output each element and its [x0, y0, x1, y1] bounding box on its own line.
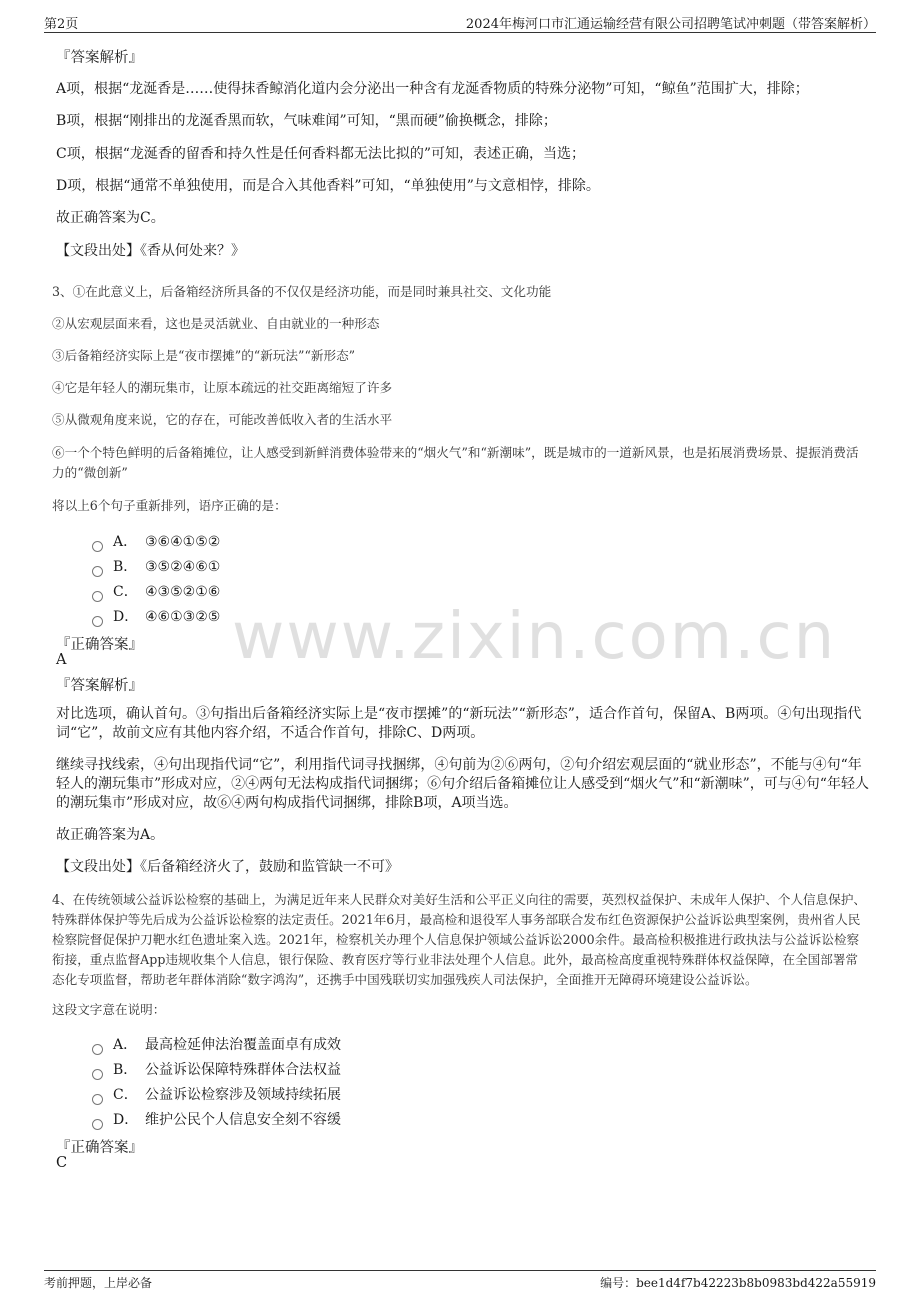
document-id: 编号：bee1d4f7b42223b8b0983bd422a55919: [600, 1276, 876, 1290]
watermark: www.zixin.com.cn: [232, 600, 837, 674]
question-sentence: ②从宏观层面来看，这也是灵活就业、自由就业的一种形态: [52, 316, 380, 331]
option-c[interactable]: C． 公益诉讼检察涉及领域持续拓展: [92, 1084, 341, 1104]
analysis-line: A项，根据“龙涎香是……使得抹香鲸消化道内会分泌出一种含有龙涎香物质的特殊分泌物”可知，“鲸鱼”范围扩大，排除；: [56, 81, 809, 97]
radio-icon[interactable]: [92, 591, 103, 602]
conclusion: 故正确答案为C。: [56, 210, 165, 226]
analysis-line: D项，根据“通常不单独使用，而是合入其他香料”可知，“单独使用”与文意相悖，排除。: [56, 178, 600, 194]
option-b[interactable]: B． 公益诉讼保障特殊群体合法权益: [92, 1059, 341, 1079]
option-a[interactable]: A． 最高检延伸法治覆盖面卓有成效: [92, 1034, 341, 1054]
analysis-paragraph: 继续寻找线索，④句出现指代词“它”，利用指代词寻找捆绑，④句前为②⑥两句，②句介绍宏观层面的“就业形态”，不能与④句“年轻人的潮玩集市”形成对应，②④两句无法构成指代词捆绑；⑥句介绍后备箱摊位让人感受到“烟火气”和“新潮味”，可与④句“年轻人的潮玩集市”形成对应，故⑥④两句构成指代词捆绑，排除B项，A项当选。: [56, 757, 869, 811]
option-b[interactable]: B． ③⑤②④⑥①: [92, 556, 220, 576]
radio-icon[interactable]: [92, 616, 103, 627]
radio-icon[interactable]: [92, 541, 103, 552]
page-header: [44, 12, 876, 33]
radio-icon[interactable]: [92, 1044, 103, 1055]
question-prompt: 这段文字意在说明：: [52, 1002, 166, 1017]
answer-value: C: [56, 1155, 68, 1171]
question-prompt: 将以上6个句子重新排列，语序正确的是：: [52, 498, 287, 513]
conclusion: 故正确答案为A。: [56, 827, 165, 843]
question-sentence: ④它是年轻人的潮玩集市，让原本疏远的社交距离缩短了许多: [52, 380, 393, 395]
option-a[interactable]: A． ③⑥④①⑤②: [92, 531, 220, 551]
analysis-line: C项，根据“龙涎香的留香和持久性是任何香料都无法比拟的”可知，表述正确，当选；: [56, 146, 586, 162]
answer-label: 『正确答案』: [56, 1140, 143, 1156]
source-citation: 【文段出处】《后备箱经济火了，鼓励和监管缺一不可》: [56, 859, 399, 875]
option-c[interactable]: C． ④③⑤②①⑥: [92, 581, 220, 601]
radio-icon[interactable]: [92, 1119, 103, 1130]
analysis-paragraph: 对比选项，确认首句。③句指出后备箱经济实际上是“夜市摆摊”的“新玩法”“新形态”，适合作首句，保留A、B两项。④句出现指代词“它”，故前文应有其他内容介绍，不适合作首句，排除C、D两项。: [56, 706, 862, 741]
footer-slogan: 考前押题，上岸必备: [44, 1276, 153, 1290]
page-number: 第2页: [44, 17, 79, 32]
question-passage: 4、在传统领域公益诉讼检察的基础上，为满足近年来人民群众对美好生活和公平正义向往的需要，英烈权益保护、未成年人保护、个人信息保护、特殊群体保护等先后成为公益诉讼检察的法定责任。2021年6月，最高检和退役军人事务部联合发布红色资源保护公益诉讼典型案例，贵州省人民检察院督促保护刀靶水红色遗址案入选。2021年，检察机关办理个人信息保护领域公益诉讼2000余件。最高检积极推进行政执法与公益诉讼检察衔接，重点监督App违规收集个人信息，银行保险、教育医疗等行业非法处理个人信息。此外，最高检高度重视特殊群体权益保障，在全国部署常态化专项监督，帮助老年群体消除“数字鸿沟”，还携手中国残联切实加强残疾人司法保护，全面推开无障碍环境建设公益诉讼。: [52, 892, 867, 987]
analysis-label: 『答案解析』: [56, 678, 143, 694]
analysis-line: B项，根据“刚排出的龙涎香黑而软，气味难闻”可知，“黑而硬”偷换概念，排除；: [56, 113, 557, 129]
source-citation: 【文段出处】《香从何处来？》: [56, 243, 245, 259]
radio-icon[interactable]: [92, 566, 103, 577]
document-title: 2024年梅河口市汇通运输经营有限公司招聘笔试冲刺题（带答案解析）: [465, 17, 876, 32]
question-sentence: 3、①在此意义上，后备箱经济所具备的不仅仅是经济功能，而是同时兼具社交、文化功能: [52, 284, 552, 299]
question-sentence: ⑥一个个特色鲜明的后备箱摊位，让人感受到新鲜消费体验带来的“烟火气”和“新潮味”，既是城市的一道新风景，也是拓展消费场景、提振消费活力的“微创新”: [52, 445, 859, 480]
analysis-label: 『答案解析』: [56, 50, 143, 66]
option-d[interactable]: D． 维护公民个人信息安全刻不容缓: [92, 1109, 341, 1129]
answer-value: A: [56, 652, 67, 668]
option-d[interactable]: D． ④⑥①③②⑤: [92, 606, 220, 626]
radio-icon[interactable]: [92, 1069, 103, 1080]
page-footer: [44, 1270, 876, 1293]
radio-icon[interactable]: [92, 1094, 103, 1105]
answer-label: 『正确答案』: [56, 637, 143, 653]
question-sentence: ⑤从微观角度来说，它的存在，可能改善低收入者的生活水平: [52, 412, 393, 427]
question-sentence: ③后备箱经济实际上是“夜市摆摊”的“新玩法”“新形态”: [52, 348, 356, 363]
